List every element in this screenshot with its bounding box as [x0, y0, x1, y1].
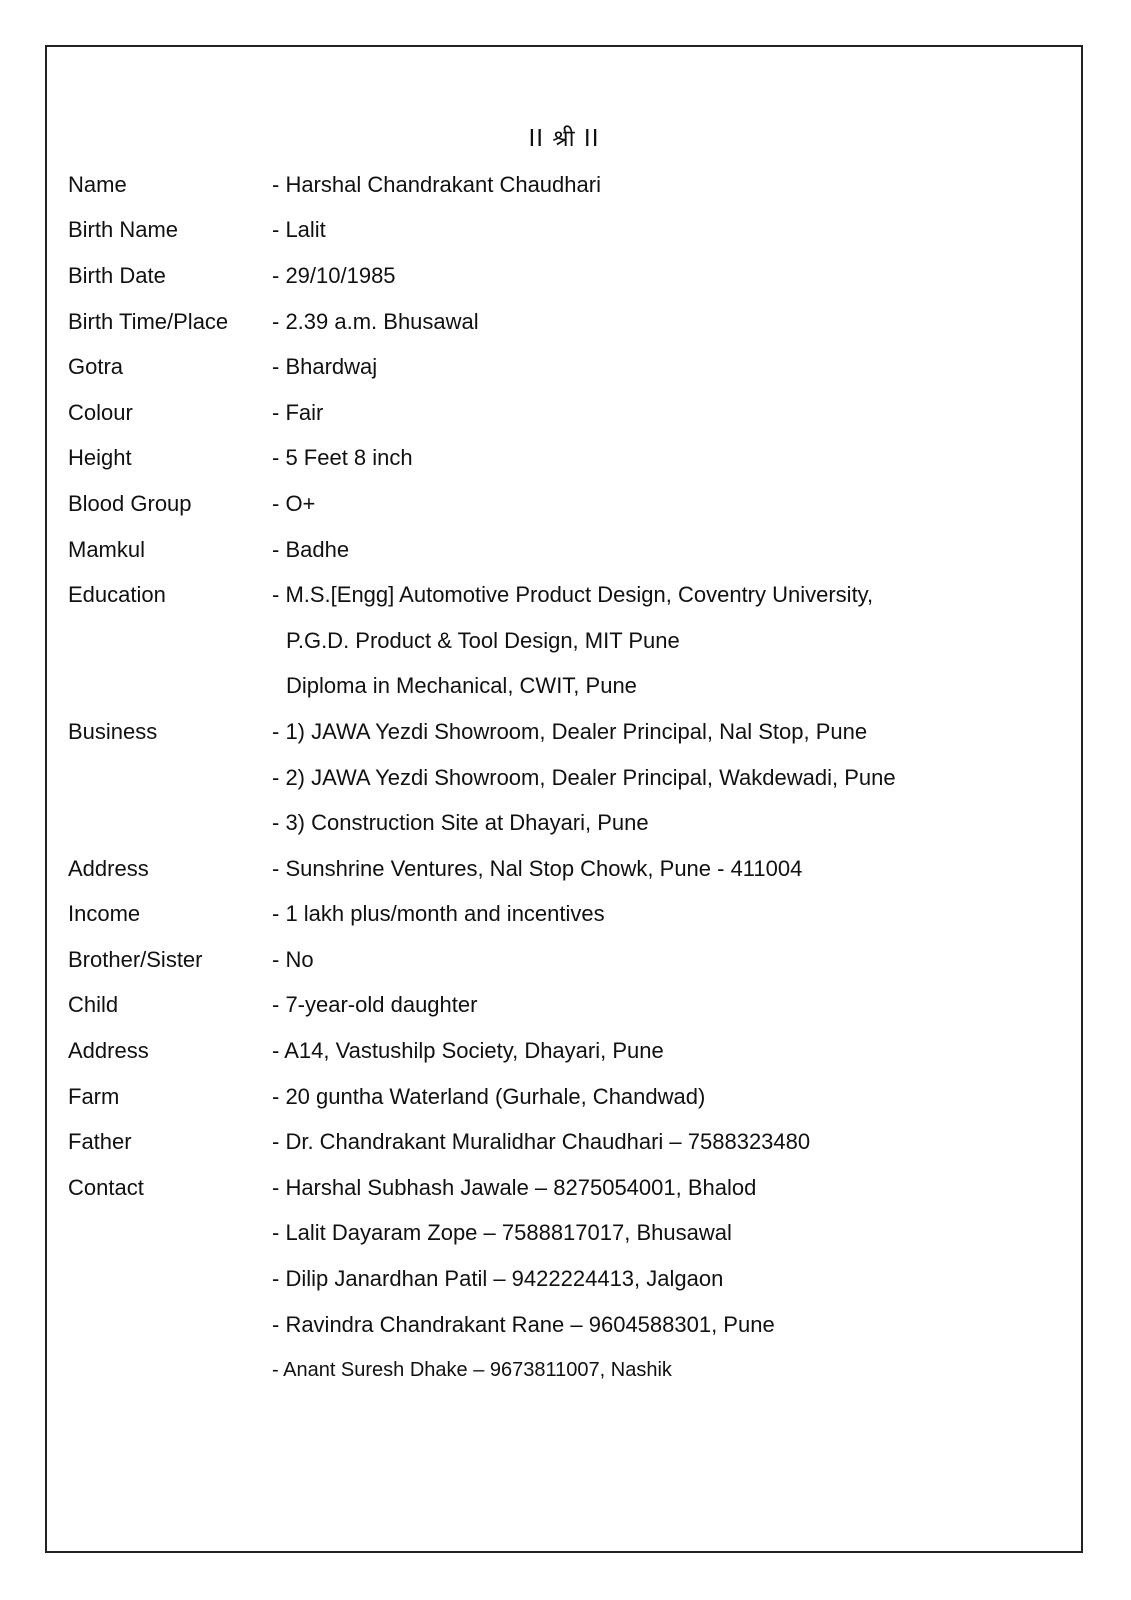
label-colour: Colour — [68, 399, 133, 425]
label-education: Education — [68, 582, 166, 608]
row-business-continued — [68, 755, 896, 801]
label-height: Height — [68, 445, 132, 471]
row-gotra — [68, 344, 896, 390]
row-name — [68, 162, 896, 208]
label-brother-sister: Brother/Sister — [68, 946, 203, 972]
label-gotra: Gotra — [68, 354, 124, 380]
details-list — [68, 162, 896, 1393]
label-address: Address — [68, 855, 149, 881]
label-child: Child — [68, 992, 119, 1018]
label-home-address: Address — [68, 1038, 149, 1064]
document-frame — [45, 45, 1083, 1553]
row-education — [68, 572, 896, 618]
label-blood-group: Blood Group — [68, 490, 192, 516]
document-header: II श्री II — [528, 126, 600, 152]
value-home-address: - A14, Vastushilp Society, Dhayari, Pune — [272, 1038, 664, 1064]
value-birth-name: - Lalit — [272, 217, 326, 243]
value-address: - Sunshrine Ventures, Nal Stop Chowk, Pune - 411004 — [272, 855, 803, 881]
row-address — [68, 846, 896, 892]
value-contact-continued: - Dilip Janardhan Patil – 9422224413, Jalgaon — [272, 1266, 724, 1292]
row-contact-continued — [68, 1347, 896, 1393]
value-income: - 1 lakh plus/month and incentives — [272, 901, 605, 927]
value-name: - Harshal Chandrakant Chaudhari — [272, 171, 601, 197]
row-income — [68, 892, 896, 938]
label-birth-time-place: Birth Time/Place — [68, 308, 229, 334]
row-farm — [68, 1074, 896, 1120]
row-birth-time-place — [68, 299, 896, 345]
label-father: Father — [68, 1129, 132, 1155]
value-blood-group: - O+ — [272, 490, 316, 516]
row-colour — [68, 390, 896, 436]
label-contact: Contact — [68, 1174, 144, 1200]
row-child — [68, 983, 896, 1029]
label-farm: Farm — [68, 1083, 120, 1109]
row-brother-sister — [68, 937, 896, 983]
value-birth-time-place: - 2.39 a.m. Bhusawal — [272, 308, 479, 334]
row-business-continued — [68, 800, 896, 846]
value-education: - M.S.[Engg] Automotive Product Design, Coventry University, — [272, 582, 874, 608]
value-height: - 5 Feet 8 inch — [272, 445, 413, 471]
row-father — [68, 1119, 896, 1165]
row-contact-continued — [68, 1302, 896, 1348]
value-contact-continued: - Ravindra Chandrakant Rane – 9604588301, Pune — [272, 1311, 775, 1337]
row-contact — [68, 1165, 896, 1211]
value-father: - Dr. Chandrakant Muralidhar Chaudhari – 7588323480 — [272, 1129, 811, 1155]
label-business: Business — [68, 718, 158, 744]
value-contact: - Harshal Subhash Jawale – 8275054001, Bhalod — [272, 1174, 757, 1200]
row-birth-name — [68, 208, 896, 254]
value-contact-continued: - Lalit Dayaram Zope – 7588817017, Bhusawal — [272, 1220, 732, 1246]
value-colour: - Fair — [272, 399, 324, 425]
row-business — [68, 709, 896, 755]
value-business-continued: - 2) JAWA Yezdi Showroom, Dealer Principal, Wakdewadi, Pune — [272, 764, 896, 790]
value-child: - 7-year-old daughter — [272, 992, 478, 1018]
value-education-continued: Diploma in Mechanical, CWIT, Pune — [286, 673, 637, 699]
row-height — [68, 436, 896, 482]
row-education-continued — [68, 618, 896, 664]
value-farm: - 20 guntha Waterland (Gurhale, Chandwad) — [272, 1083, 706, 1109]
label-birth-date: Birth Date — [68, 262, 166, 288]
value-business-continued: - 3) Construction Site at Dhayari, Pune — [272, 810, 649, 836]
value-brother-sister: - No — [272, 946, 314, 972]
row-birth-date — [68, 253, 896, 299]
row-mamkul — [68, 527, 896, 573]
label-mamkul: Mamkul — [68, 536, 146, 562]
value-mamkul: - Badhe — [272, 536, 350, 562]
row-contact-continued — [68, 1211, 896, 1257]
label-income: Income — [68, 901, 141, 927]
value-birth-date: - 29/10/1985 — [272, 262, 396, 288]
label-name: Name — [68, 171, 127, 197]
label-birth-name: Birth Name — [68, 217, 179, 243]
row-home-address — [68, 1028, 896, 1074]
row-contact-continued — [68, 1256, 896, 1302]
value-gotra: - Bhardwaj — [272, 354, 378, 380]
row-education-continued — [68, 664, 896, 710]
row-blood-group — [68, 481, 896, 527]
value-contact-continued: - Anant Suresh Dhake – 9673811007, Nashik — [272, 1358, 672, 1381]
value-business: - 1) JAWA Yezdi Showroom, Dealer Principal, Nal Stop, Pune — [272, 718, 868, 744]
value-education-continued: P.G.D. Product & Tool Design, MIT Pune — [286, 627, 680, 653]
